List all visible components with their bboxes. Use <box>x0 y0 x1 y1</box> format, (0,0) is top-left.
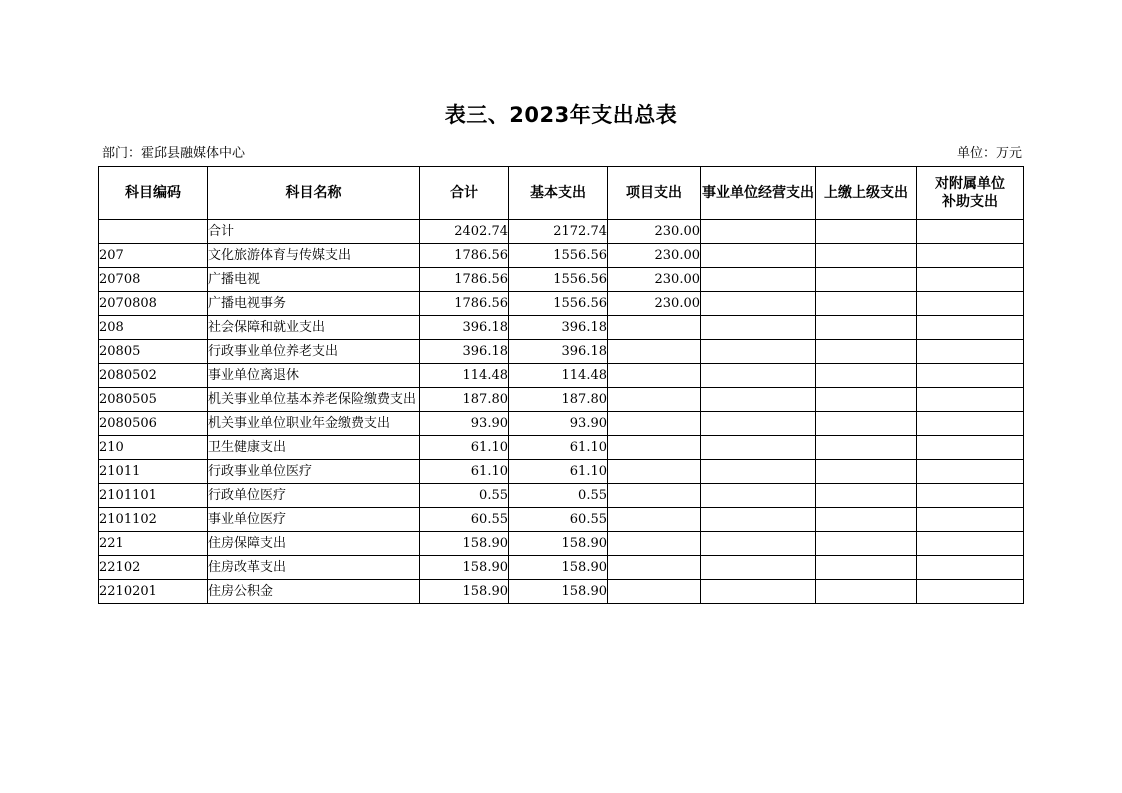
cell-upper <box>816 220 917 244</box>
cell-name: 住房保障支出 <box>208 532 420 556</box>
header-upper: 上缴上级支出 <box>816 167 917 220</box>
cell-code: 2210201 <box>99 580 208 604</box>
cell-basic: 396.18 <box>509 340 608 364</box>
table-row <box>99 388 1024 412</box>
cell-business <box>701 532 816 556</box>
cell-name: 机关事业单位职业年金缴费支出 <box>208 412 420 436</box>
table-row <box>99 220 1024 244</box>
cell-basic: 1556.56 <box>509 292 608 316</box>
table-row <box>99 436 1024 460</box>
cell-business <box>701 220 816 244</box>
cell-code: 22102 <box>99 556 208 580</box>
cell-project: 230.00 <box>608 220 701 244</box>
cell-business <box>701 388 816 412</box>
cell-subsidiary <box>917 484 1024 508</box>
cell-subsidiary <box>917 244 1024 268</box>
cell-business <box>701 556 816 580</box>
cell-project <box>608 340 701 364</box>
cell-basic: 396.18 <box>509 316 608 340</box>
cell-total: 187.80 <box>420 388 509 412</box>
cell-business <box>701 460 816 484</box>
cell-name: 社会保障和就业支出 <box>208 316 420 340</box>
cell-upper <box>816 556 917 580</box>
cell-upper <box>816 412 917 436</box>
table-row <box>99 580 1024 604</box>
cell-name: 事业单位医疗 <box>208 508 420 532</box>
cell-total: 158.90 <box>420 580 509 604</box>
cell-project <box>608 532 701 556</box>
cell-code <box>99 220 208 244</box>
cell-basic: 187.80 <box>509 388 608 412</box>
header-name: 科目名称 <box>208 167 420 220</box>
cell-code: 20805 <box>99 340 208 364</box>
cell-name: 广播电视事务 <box>208 292 420 316</box>
cell-basic: 61.10 <box>509 436 608 460</box>
cell-subsidiary <box>917 388 1024 412</box>
department-label: 部门：霍邱县融媒体中心 <box>102 146 246 161</box>
cell-business <box>701 268 816 292</box>
cell-business <box>701 364 816 388</box>
cell-basic: 114.48 <box>509 364 608 388</box>
cell-upper <box>816 436 917 460</box>
header-project: 项目支出 <box>608 167 701 220</box>
cell-business <box>701 436 816 460</box>
cell-upper <box>816 532 917 556</box>
header-subsidiary: 对附属单位 补助支出 <box>917 167 1024 220</box>
cell-basic: 61.10 <box>509 460 608 484</box>
cell-upper <box>816 508 917 532</box>
cell-name: 行政单位医疗 <box>208 484 420 508</box>
cell-code: 210 <box>99 436 208 460</box>
cell-code: 2101102 <box>99 508 208 532</box>
table-row <box>99 292 1024 316</box>
cell-basic: 2172.74 <box>509 220 608 244</box>
cell-total: 1786.56 <box>420 292 509 316</box>
cell-project <box>608 580 701 604</box>
table-row <box>99 340 1024 364</box>
cell-total: 396.18 <box>420 316 509 340</box>
page-title: 表三、2023年支出总表 <box>444 103 678 127</box>
cell-basic: 158.90 <box>509 580 608 604</box>
cell-project <box>608 484 701 508</box>
header-business: 事业单位经营支出 <box>701 167 816 220</box>
table-row <box>99 244 1024 268</box>
table-row <box>99 532 1024 556</box>
cell-total: 158.90 <box>420 532 509 556</box>
cell-subsidiary <box>917 364 1024 388</box>
cell-name: 合计 <box>208 220 420 244</box>
cell-code: 2101101 <box>99 484 208 508</box>
cell-project <box>608 316 701 340</box>
table-row <box>99 508 1024 532</box>
cell-subsidiary <box>917 340 1024 364</box>
cell-subsidiary <box>917 412 1024 436</box>
cell-project <box>608 436 701 460</box>
cell-basic: 158.90 <box>509 532 608 556</box>
cell-subsidiary <box>917 556 1024 580</box>
cell-name: 广播电视 <box>208 268 420 292</box>
cell-business <box>701 244 816 268</box>
cell-business <box>701 316 816 340</box>
cell-basic: 93.90 <box>509 412 608 436</box>
cell-total: 1786.56 <box>420 244 509 268</box>
cell-subsidiary <box>917 292 1024 316</box>
table-row <box>99 268 1024 292</box>
cell-project <box>608 412 701 436</box>
table-row <box>99 412 1024 436</box>
cell-code: 207 <box>99 244 208 268</box>
header-total: 合计 <box>420 167 509 220</box>
cell-code: 2080502 <box>99 364 208 388</box>
table-header-row <box>99 167 1024 220</box>
cell-basic: 158.90 <box>509 556 608 580</box>
cell-subsidiary <box>917 220 1024 244</box>
cell-upper <box>816 292 917 316</box>
header-basic: 基本支出 <box>509 167 608 220</box>
cell-business <box>701 292 816 316</box>
cell-basic: 60.55 <box>509 508 608 532</box>
cell-upper <box>816 244 917 268</box>
cell-business <box>701 340 816 364</box>
cell-total: 93.90 <box>420 412 509 436</box>
cell-total: 0.55 <box>420 484 509 508</box>
cell-project: 230.00 <box>608 292 701 316</box>
cell-project <box>608 388 701 412</box>
header-code: 科目编码 <box>99 167 208 220</box>
cell-code: 2080506 <box>99 412 208 436</box>
cell-code: 20708 <box>99 268 208 292</box>
cell-upper <box>816 268 917 292</box>
cell-code: 21011 <box>99 460 208 484</box>
cell-name: 卫生健康支出 <box>208 436 420 460</box>
cell-subsidiary <box>917 580 1024 604</box>
cell-project: 230.00 <box>608 268 701 292</box>
cell-code: 208 <box>99 316 208 340</box>
cell-subsidiary <box>917 316 1024 340</box>
cell-upper <box>816 580 917 604</box>
cell-subsidiary <box>917 436 1024 460</box>
cell-name: 行政事业单位医疗 <box>208 460 420 484</box>
cell-name: 住房公积金 <box>208 580 420 604</box>
cell-total: 61.10 <box>420 436 509 460</box>
table-row <box>99 556 1024 580</box>
table-row <box>99 460 1024 484</box>
cell-subsidiary <box>917 532 1024 556</box>
cell-total: 114.48 <box>420 364 509 388</box>
cell-business <box>701 484 816 508</box>
cell-name: 行政事业单位养老支出 <box>208 340 420 364</box>
unit-label: 单位：万元 <box>956 146 1022 161</box>
cell-upper <box>816 340 917 364</box>
cell-total: 61.10 <box>420 460 509 484</box>
cell-subsidiary <box>917 268 1024 292</box>
cell-business <box>701 580 816 604</box>
cell-total: 2402.74 <box>420 220 509 244</box>
cell-code: 221 <box>99 532 208 556</box>
cell-upper <box>816 460 917 484</box>
table-row <box>99 316 1024 340</box>
cell-code: 2070808 <box>99 292 208 316</box>
cell-name: 事业单位离退休 <box>208 364 420 388</box>
cell-name: 机关事业单位基本养老保险缴费支出 <box>208 388 420 412</box>
cell-upper <box>816 364 917 388</box>
cell-project <box>608 508 701 532</box>
cell-basic: 1556.56 <box>509 268 608 292</box>
cell-upper <box>816 316 917 340</box>
cell-project <box>608 460 701 484</box>
cell-subsidiary <box>917 508 1024 532</box>
cell-basic: 0.55 <box>509 484 608 508</box>
table-row <box>99 364 1024 388</box>
cell-code: 2080505 <box>99 388 208 412</box>
cell-total: 396.18 <box>420 340 509 364</box>
cell-basic: 1556.56 <box>509 244 608 268</box>
cell-upper <box>816 484 917 508</box>
cell-upper <box>816 388 917 412</box>
table-row <box>99 484 1024 508</box>
cell-total: 158.90 <box>420 556 509 580</box>
cell-business <box>701 508 816 532</box>
cell-project <box>608 364 701 388</box>
expenditure-table <box>98 166 1024 604</box>
cell-subsidiary <box>917 460 1024 484</box>
cell-total: 60.55 <box>420 508 509 532</box>
cell-name: 文化旅游体育与传媒支出 <box>208 244 420 268</box>
cell-total: 1786.56 <box>420 268 509 292</box>
cell-business <box>701 412 816 436</box>
cell-project: 230.00 <box>608 244 701 268</box>
cell-name: 住房改革支出 <box>208 556 420 580</box>
cell-project <box>608 556 701 580</box>
